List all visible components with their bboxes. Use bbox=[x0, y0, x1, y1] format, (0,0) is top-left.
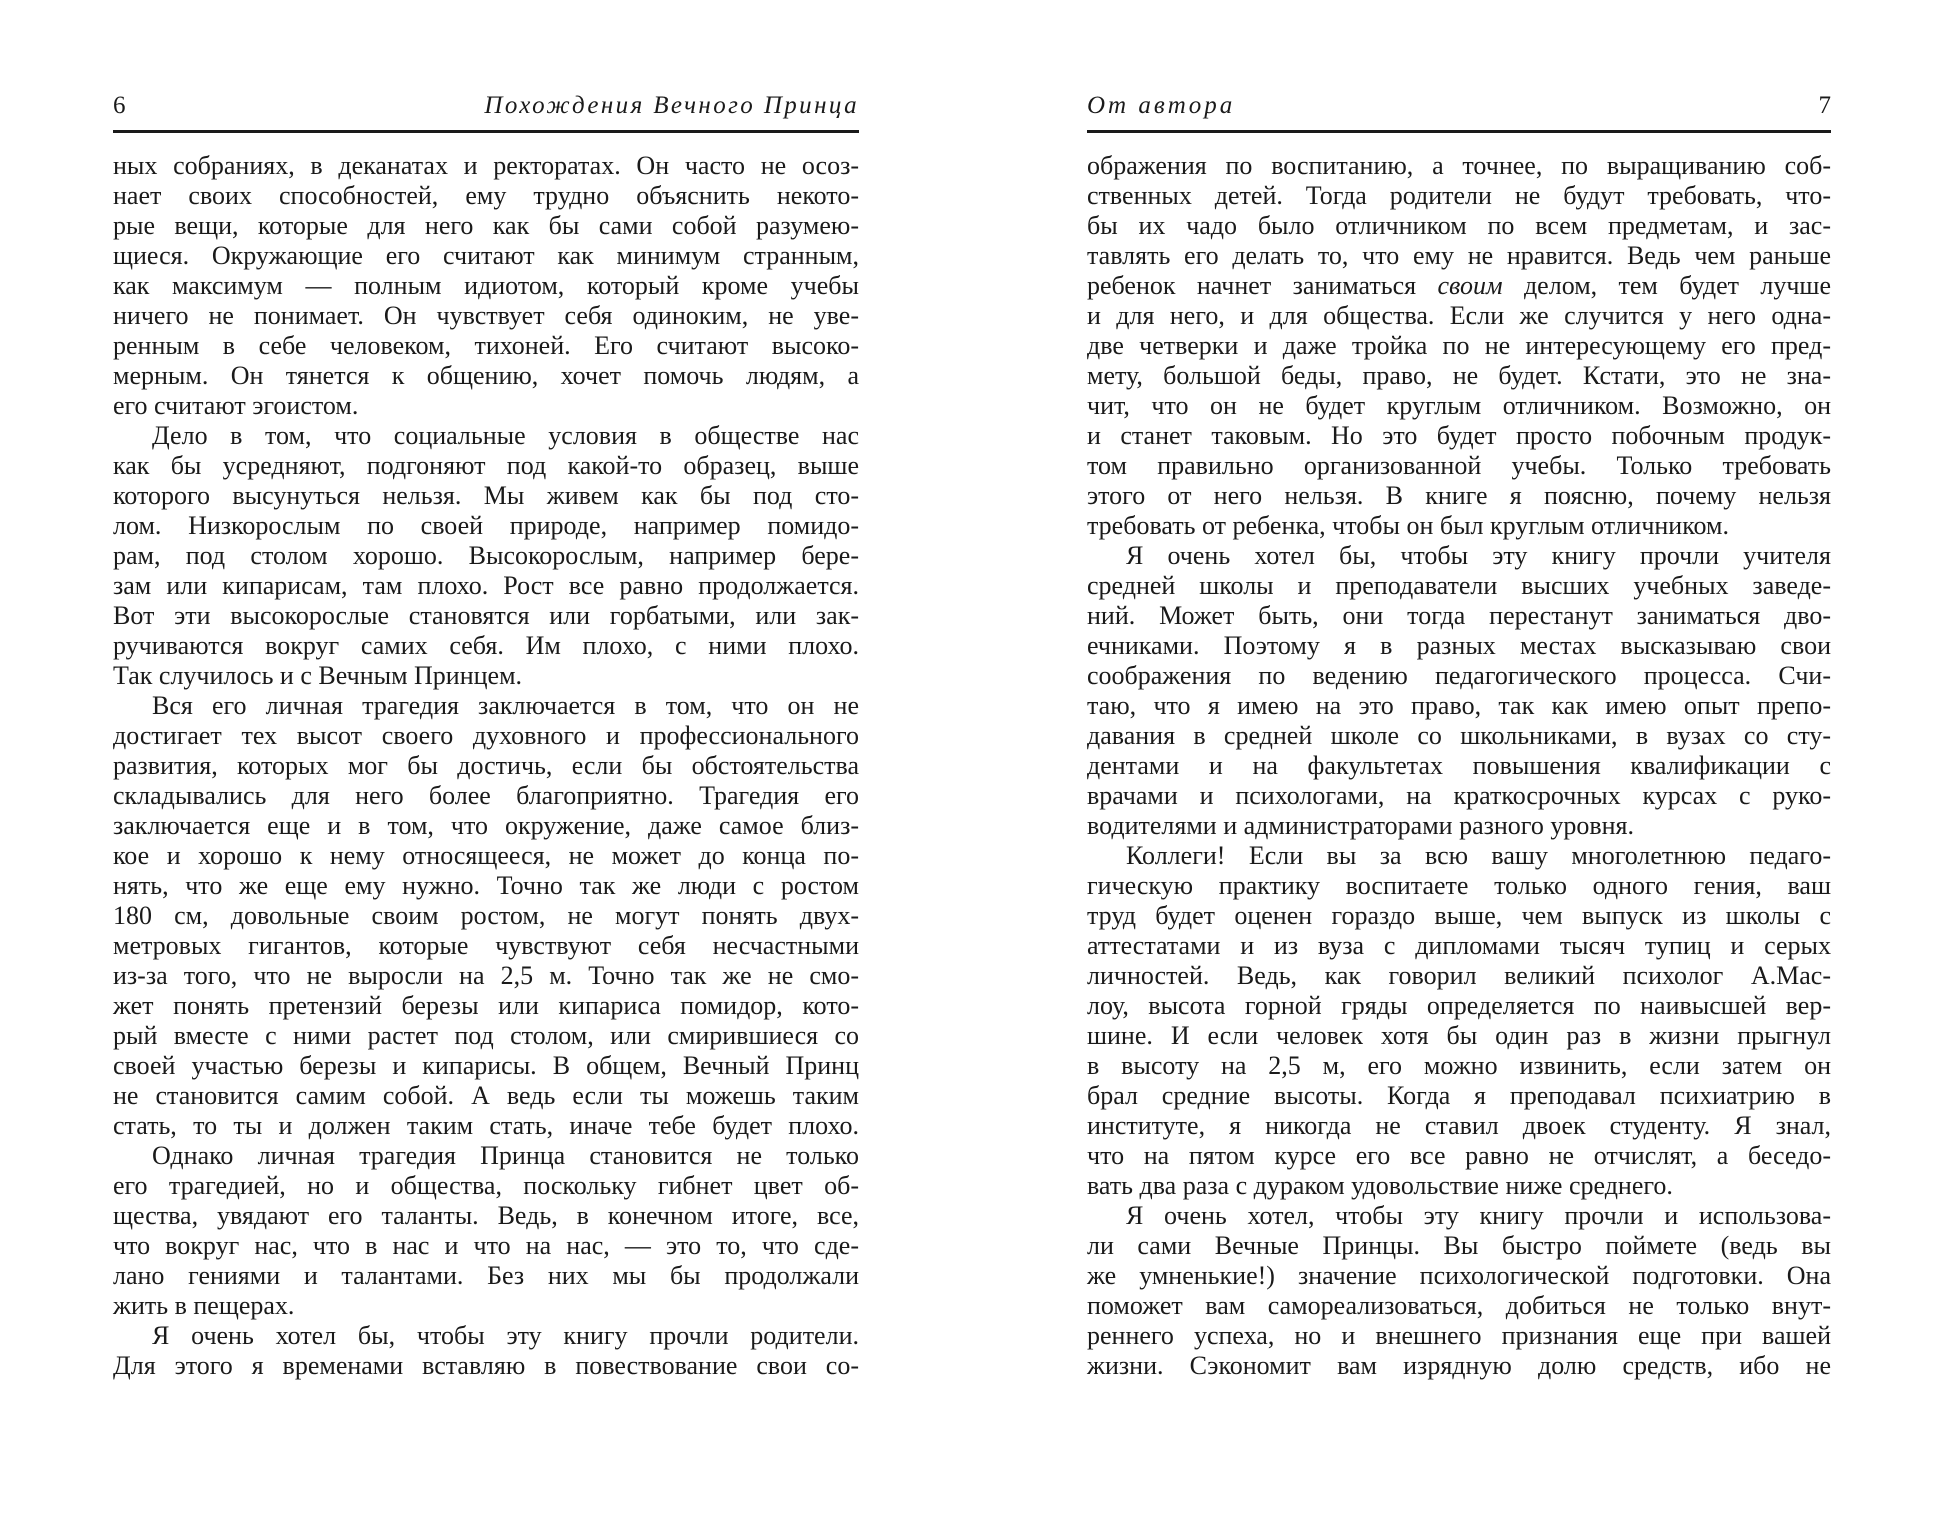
text-line: лано гениями и талантами. Без них мы бы продолжали bbox=[113, 1261, 859, 1290]
text-line bbox=[1087, 271, 1831, 301]
text-line: ний. Может быть, они тогда перестанут заниматься дво- bbox=[1087, 601, 1831, 630]
text-line: брал средние высоты. Когда я преподавал психиатрию в bbox=[1087, 1081, 1831, 1110]
text-line: личностей. Ведь, как говорил великий психолог А.Мас- bbox=[1087, 961, 1831, 990]
text-line: водителями и администраторами разного уровня. bbox=[1087, 811, 1634, 840]
text-line: что вокруг нас, что в нас и что на нас, — это то, что сде- bbox=[113, 1231, 859, 1260]
text-line: рам, под столом хорошо. Высокорослым, например бере- bbox=[113, 541, 859, 570]
text-line: метровых гигантов, которые чувствуют себя несчастными bbox=[113, 931, 859, 960]
text-line: мету, большой беды, право, не будет. Кстати, это не зна- bbox=[1087, 361, 1831, 390]
text-line: и станет таковым. Но это будет просто побочным продук- bbox=[1087, 421, 1831, 450]
text-line: ображения по воспитанию, а точнее, по выращиванию соб- bbox=[1087, 151, 1831, 180]
text-line: нает своих способностей, ему трудно объяснить некото- bbox=[113, 181, 859, 210]
text-line: Дело в том, что социальные условия в обществе нас bbox=[152, 421, 859, 450]
text-line: ренным в себе человеком, тихоней. Его считают высоко- bbox=[113, 331, 859, 360]
text-line: ничего не понимает. Он чувствует себя одиноким, не уве- bbox=[113, 301, 859, 330]
text-line: жизни. Сэкономит вам изрядную долю средств, ибо не bbox=[1087, 1351, 1831, 1380]
page-number: 7 bbox=[1818, 92, 1831, 119]
text-line: рый вместе с ними растет под столом, или смирившиеся со bbox=[113, 1021, 859, 1050]
text-line: щиеся. Окружающие его считают как минимум странным, bbox=[113, 241, 859, 270]
text-line: и для него, и для общества. Если же случится у него одна- bbox=[1087, 301, 1831, 330]
header-rule bbox=[1087, 130, 1831, 133]
text-line: чит, что он не будет круглым отличником. Возможно, он bbox=[1087, 391, 1831, 420]
page-number: 6 bbox=[113, 92, 126, 119]
text-line: Для этого я временами вставляю в повествование свои со- bbox=[113, 1351, 859, 1380]
text-line: Я очень хотел бы, чтобы эту книгу прочли учителя bbox=[1126, 541, 1831, 570]
body-text bbox=[1087, 151, 1831, 1381]
text-line: Вся его личная трагедия заключается в том, что он не bbox=[152, 691, 859, 720]
header-rule bbox=[113, 130, 859, 133]
text-line: своей участью березы и кипарисы. В общем, Вечный Принц bbox=[113, 1051, 859, 1080]
text-line: достигает тех высот своего духовного и профессионального bbox=[113, 721, 859, 750]
text-line: Вот эти высокорослые становятся или горбатыми, или зак- bbox=[113, 601, 859, 630]
running-title: Похождения Вечного Принца bbox=[484, 92, 859, 119]
text-line: в высоту на 2,5 м, его можно извинить, если затем он bbox=[1087, 1051, 1831, 1080]
text-line: дентами и на факультетах повышения квалификации с bbox=[1087, 751, 1831, 780]
text-line: Я очень хотел, чтобы эту книгу прочли и использова- bbox=[1126, 1201, 1831, 1230]
text-line: Я очень хотел бы, чтобы эту книгу прочли родители. bbox=[152, 1321, 859, 1350]
text-line: жет понять претензий березы или кипариса помидор, кото- bbox=[113, 991, 859, 1020]
text-line: же умненькие!) значение психологической подготовки. Она bbox=[1087, 1261, 1831, 1290]
text-line: тавлять его делать то, что ему не нравится. Ведь чем раньше bbox=[1087, 241, 1831, 270]
text-line: которого высунуться нельзя. Мы живем как бы под сто- bbox=[113, 481, 859, 510]
text-line: гическую практику воспитаете только одного гения, ваш bbox=[1087, 871, 1831, 900]
text-line: рые вещи, которые для него как бы сами собой разумею- bbox=[113, 211, 859, 240]
text-segment: ребенок начнет заниматься bbox=[1087, 271, 1438, 300]
running-title: От автора bbox=[1087, 92, 1236, 119]
text-line: щества, увядают его таланты. Ведь, в конечном итоге, все, bbox=[113, 1201, 859, 1230]
text-line: Так случилось и с Вечным Принцем. bbox=[113, 661, 523, 690]
text-line: ственных детей. Тогда родители не будут требовать, что- bbox=[1087, 181, 1831, 210]
text-line: соображения по ведению педагогического процесса. Счи- bbox=[1087, 661, 1831, 690]
text-line: требовать от ребенка, чтобы он был круглым отличником. bbox=[1087, 511, 1729, 540]
text-line: аттестатами и из вуза с дипломами тысяч тупиц и серых bbox=[1087, 931, 1831, 960]
emphasis-text: своим bbox=[1437, 271, 1503, 300]
running-head bbox=[113, 88, 859, 124]
text-line: стать, то ты и должен таким стать, иначе тебе будет плохо. bbox=[113, 1111, 859, 1140]
text-line: ных собраниях, в деканатах и ректоратах. Он часто не осоз- bbox=[113, 151, 859, 180]
text-line: лом. Низкорослым по своей природе, например помидо- bbox=[113, 511, 859, 540]
text-line: труд будет оценен гораздо выше, чем выпуск из школы с bbox=[1087, 901, 1831, 930]
text-line: как максимум — полным идиотом, который кроме учебы bbox=[113, 271, 859, 300]
text-line: том правильно организованной учебы. Только требовать bbox=[1087, 451, 1831, 480]
text-segment: делом, тем будет лучше bbox=[1502, 271, 1831, 300]
text-line: средней школы и преподаватели высших учебных заведе- bbox=[1087, 571, 1831, 600]
text-line: нять, что же еще ему нужно. Точно так же люди с ростом bbox=[113, 871, 859, 900]
text-line: таю, что я имею на это право, так как имею опыт препо- bbox=[1087, 691, 1831, 720]
text-line: заключается еще и в том, что окружение, даже самое близ- bbox=[113, 811, 859, 840]
text-line: ручиваются вокруг самих себя. Им плохо, с ними плохо. bbox=[113, 631, 859, 660]
text-line: ечниками. Поэтому я в разных местах высказываю свои bbox=[1087, 631, 1831, 660]
text-line: 180 см, довольные своим ростом, не могут понять двух- bbox=[113, 901, 859, 930]
text-line: шине. И если человек хотя бы один раз в жизни прыгнул bbox=[1087, 1021, 1831, 1050]
text-line: врачами и психологами, на краткосрочных курсах с руко- bbox=[1087, 781, 1831, 810]
text-line: как бы усредняют, подгоняют под какой-то образец, выше bbox=[113, 451, 859, 480]
text-line: жить в пещерах. bbox=[113, 1291, 295, 1320]
body-text bbox=[113, 151, 859, 1381]
text-line: его трагедией, но и общества, поскольку гибнет цвет об- bbox=[113, 1171, 859, 1200]
text-line: Коллеги! Если вы за всю вашу многолетнюю педаго- bbox=[1126, 841, 1831, 870]
text-line: зам или кипарисам, там плохо. Рост все равно продолжается. bbox=[113, 571, 859, 600]
text-line: ли сами Вечные Принцы. Вы быстро поймете (ведь вы bbox=[1087, 1231, 1831, 1260]
text-line: бы их чадо было отличником по всем предметам, и зас- bbox=[1087, 211, 1831, 240]
text-line: две четверки и даже тройка по не интересующему его пред- bbox=[1087, 331, 1831, 360]
text-line: поможет вам самореализоваться, добиться не только внут- bbox=[1087, 1291, 1831, 1320]
text-line: реннего успеха, но и внешнего признания еще при вашей bbox=[1087, 1321, 1831, 1350]
text-line: этого от него нельзя. В книге я поясню, почему нельзя bbox=[1087, 481, 1831, 510]
text-line: кое и хорошо к нему относящееся, не может до конца по- bbox=[113, 841, 859, 870]
text-line: мерным. Он тянется к общению, хочет помочь людям, а bbox=[113, 361, 859, 390]
text-line: давания в средней школе со школьниками, в вузах со сту- bbox=[1087, 721, 1831, 750]
text-line: из-за того, что не выросли на 2,5 м. Точно так же не смо- bbox=[113, 961, 859, 990]
text-line: его считают эгоистом. bbox=[113, 391, 359, 420]
text-line: Однако личная трагедия Принца становится не только bbox=[152, 1141, 859, 1170]
text-line: что на пятом курсе его все равно не отчислят, а беседо- bbox=[1087, 1141, 1831, 1170]
text-line: не становится самим собой. А ведь если ты можешь таким bbox=[113, 1081, 859, 1110]
running-head bbox=[1087, 88, 1831, 124]
text-line: институте, я никогда не ставил двоек студенту. Я знал, bbox=[1087, 1111, 1831, 1140]
text-line: развития, которых мог бы достичь, если бы обстоятельства bbox=[113, 751, 859, 780]
text-line: лоу, высота горной гряды определяется по наивысшей вер- bbox=[1087, 991, 1831, 1020]
text-line: вать два раза с дураком удовольствие ниже среднего. bbox=[1087, 1171, 1673, 1200]
text-line: складывались для него более благоприятно. Трагедия его bbox=[113, 781, 859, 810]
